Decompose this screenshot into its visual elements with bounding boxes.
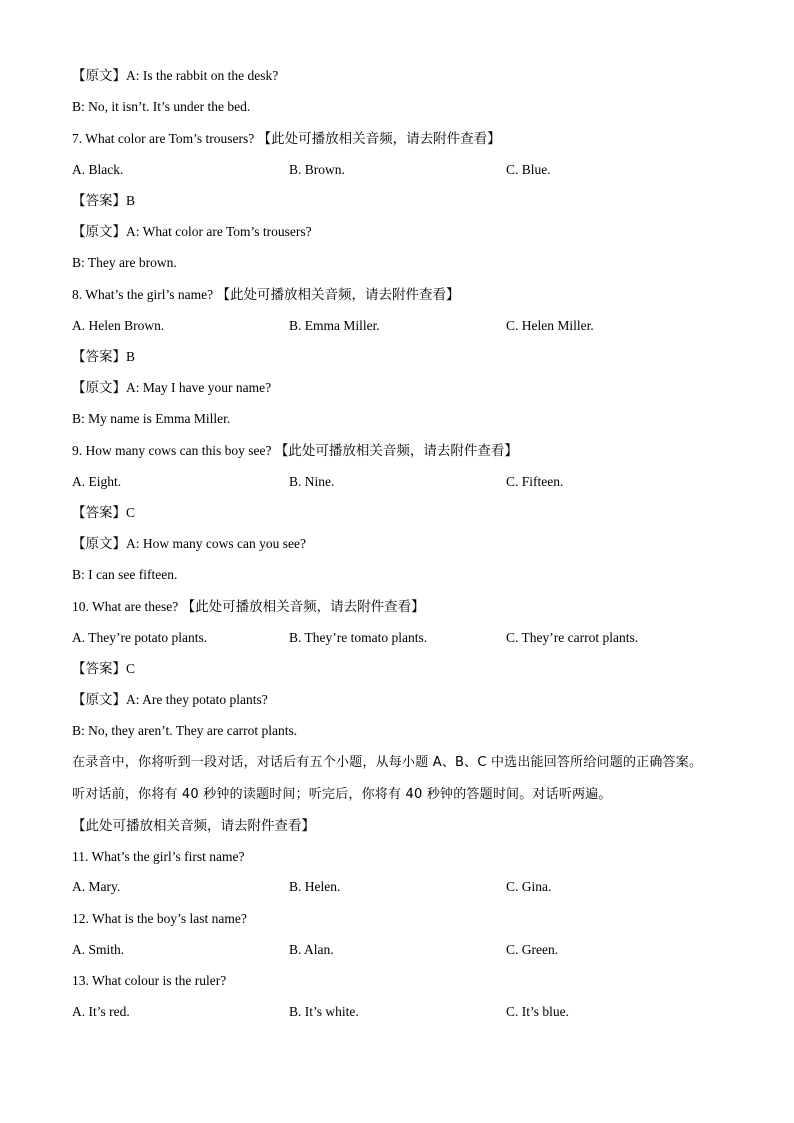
question-8: 8. What’s the girl’s name? 【此处可播放相关音频，请去附件查看】	[72, 287, 460, 302]
option-a: A. Mary.	[72, 879, 121, 894]
option-a: A. Smith.	[72, 942, 125, 957]
transcript-line: 【原文】A: Is the rabbit on the desk?	[72, 68, 279, 83]
question-13: 13. What colour is the ruler?	[72, 973, 227, 988]
question-10: 10. What are these? 【此处可播放相关音频，请去附件查看】	[72, 599, 425, 614]
option-b: B. Helen.	[289, 879, 341, 894]
transcript-line: B: They are brown.	[72, 255, 177, 270]
section-instructions: 听对话前，你将有 40 秒钟的读题时间；听完后，你将有 40 秒钟的答题时间。对话听两遍。	[72, 787, 612, 802]
answer-line: 【答案】B	[72, 349, 136, 364]
option-c: C. They’re carrot plants.	[506, 630, 639, 645]
transcript-line: B: No, they aren’t. They are carrot plants.	[72, 723, 298, 738]
transcript-line: 【原文】A: Are they potato plants?	[72, 692, 268, 707]
option-c: C. Fifteen.	[506, 474, 564, 489]
question-12: 12. What is the boy’s last name?	[72, 911, 247, 926]
option-c: C. Green.	[506, 942, 559, 957]
answer-line: 【答案】C	[72, 505, 136, 520]
transcript-line: B: My name is Emma Miller.	[72, 411, 231, 426]
audio-note: 【此处可播放相关音频，请去附件查看】	[72, 818, 315, 833]
question-7: 7. What color are Tom’s trousers? 【此处可播放相关音频，请去附件查看】	[72, 131, 501, 146]
transcript-line: B: I can see fifteen.	[72, 567, 178, 582]
option-b: B. Brown.	[289, 162, 345, 177]
question-9: 9. How many cows can this boy see? 【此处可播放相关音频，请去附件查看】	[72, 443, 518, 458]
transcript-line: B: No, it isn’t. It’s under the bed.	[72, 99, 251, 114]
section-instructions: 在录音中，你将听到一段对话，对话后有五个小题，从每小题 A、B、C 中选出能回答所给问题的正确答案。	[72, 755, 703, 770]
option-c: C. Helen Miller.	[506, 318, 594, 333]
option-c: C. It’s blue.	[506, 1004, 569, 1019]
option-a: A. Eight.	[72, 474, 122, 489]
transcript-line: 【原文】A: May I have your name?	[72, 380, 272, 395]
answer-line: 【答案】B	[72, 193, 136, 208]
option-b: B. Nine.	[289, 474, 335, 489]
option-c: C. Blue.	[506, 162, 551, 177]
option-b: B. They’re tomato plants.	[289, 630, 428, 645]
option-c: C. Gina.	[506, 879, 552, 894]
option-a: A. They’re potato plants.	[72, 630, 208, 645]
transcript-line: 【原文】A: What color are Tom’s trousers?	[72, 224, 312, 239]
option-a: A. Helen Brown.	[72, 318, 165, 333]
transcript-line: 【原文】A: How many cows can you see?	[72, 536, 306, 551]
option-a: A. It’s red.	[72, 1004, 130, 1019]
option-a: A. Black.	[72, 162, 124, 177]
option-b: B. Emma Miller.	[289, 318, 380, 333]
answer-line: 【答案】C	[72, 661, 136, 676]
option-b: B. Alan.	[289, 942, 334, 957]
question-11: 11. What’s the girl’s first name?	[72, 849, 245, 864]
option-b: B. It’s white.	[289, 1004, 359, 1019]
